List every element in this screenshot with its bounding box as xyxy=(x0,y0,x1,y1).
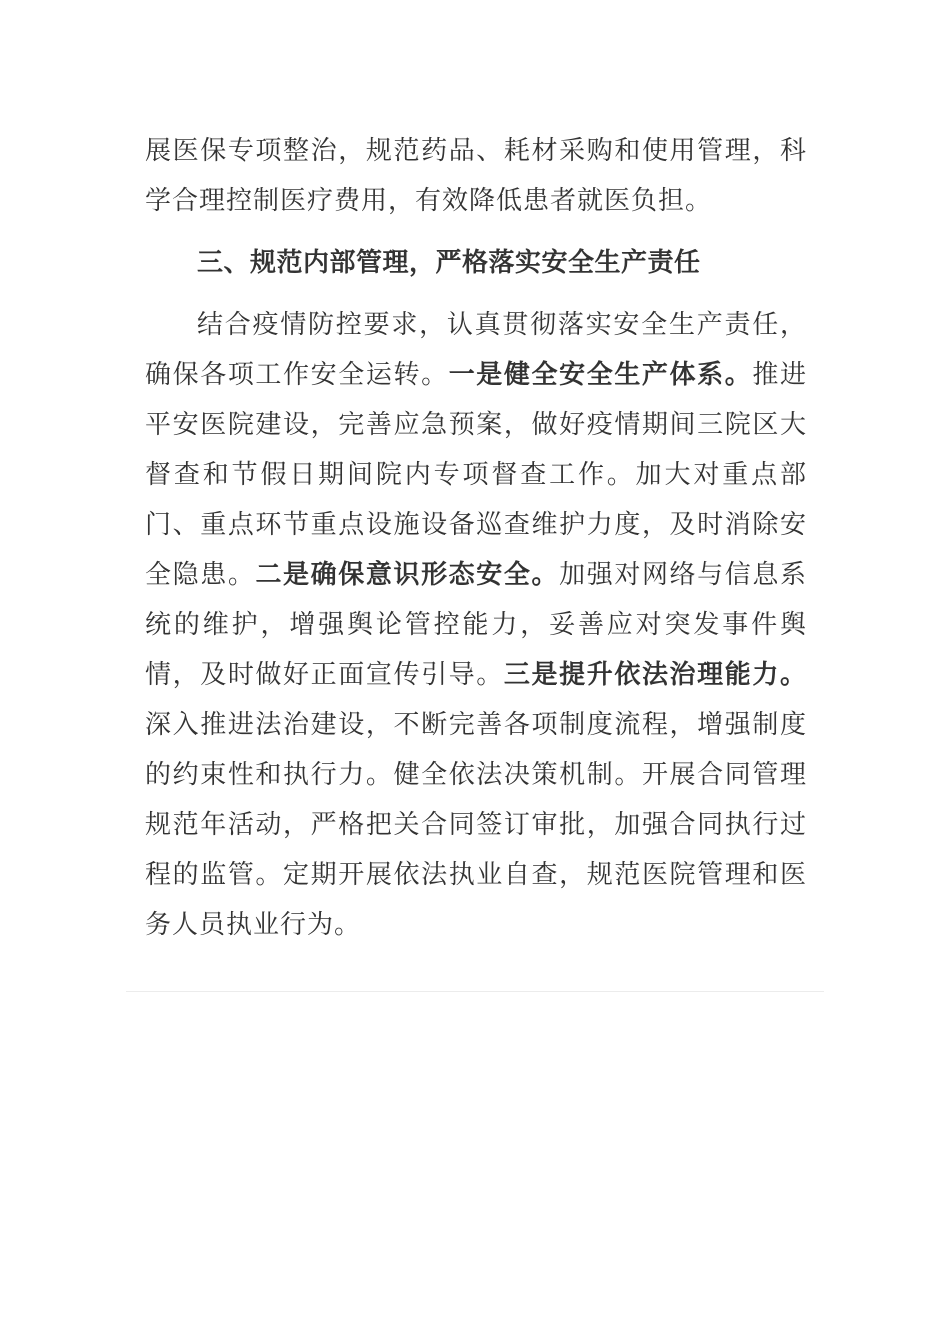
page-divider xyxy=(126,991,824,992)
paragraph-continuation xyxy=(145,126,807,226)
section-heading-text: 三、规范内部管理，严格落实安全生产责任 xyxy=(197,248,701,278)
item2-text: 加强对网络与信息系统的维护，增强舆论管控能力，妥善应对突发事件舆情，及时做好正面宣传引导。 xyxy=(145,560,807,690)
section-body-text xyxy=(145,300,807,950)
item2-title: 二是确保意识形态安全。 xyxy=(255,560,560,590)
item3-title: 三是提升依法治理能力。 xyxy=(503,660,807,690)
paragraph-text: 展医保专项整治，规范药品、耗材采购和使用管理，科学合理控制医疗费用，有效降低患者就医负担。 xyxy=(145,136,807,216)
intro-text: 结合疫情防控要求，认真贯彻落实安全生产责任，确保各项工作安全运转。 xyxy=(145,310,807,390)
section-heading xyxy=(145,238,807,288)
item3-text: 深入推进法治建设，不断完善各项制度流程，增强制度的约束性和执行力。健全依法决策机制。开展合同管理规范年活动，严格把关合同签订审批，加强合同执行过程的监管。定期开展依法执业自查，规范医院管理和医务人员执业行为。 xyxy=(145,710,807,940)
section-body-paragraph xyxy=(145,300,807,950)
item1-title: 一是健全安全生产体系。 xyxy=(448,360,753,390)
item1-text: 推进平安医院建设，完善应急预案，做好疫情期间三院区大督查和节假日期间院内专项督查工作。加大对重点部门、重点环节重点设施设备巡查维护力度，及时消除安全隐患。 xyxy=(145,360,807,590)
